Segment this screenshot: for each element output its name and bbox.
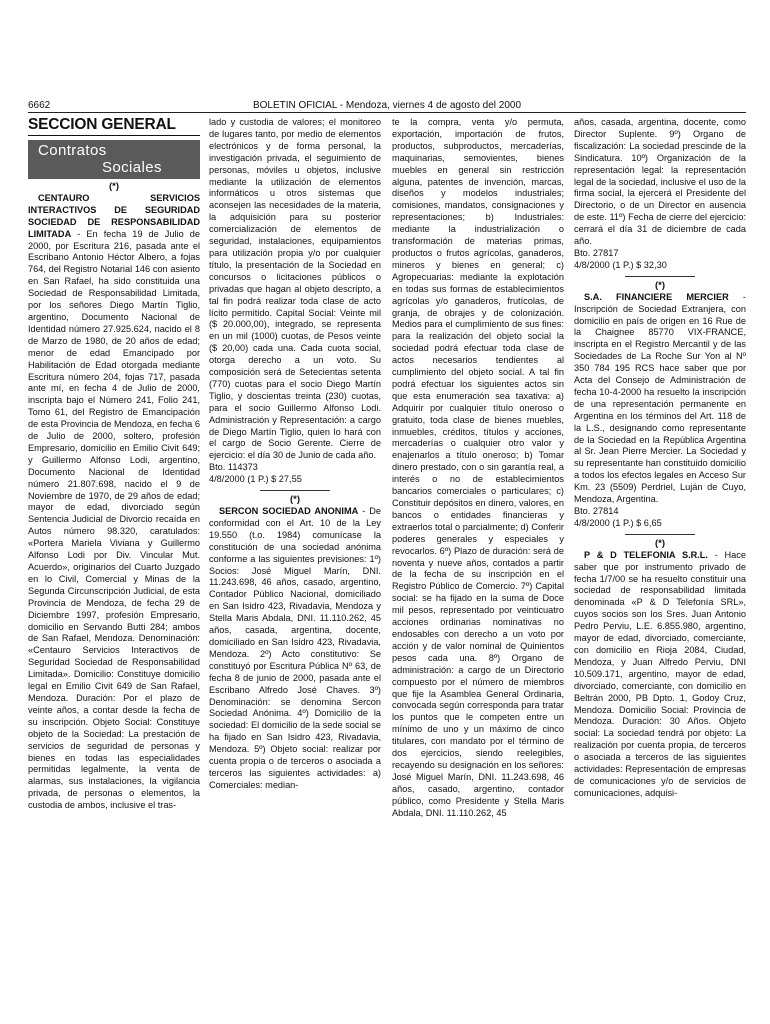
separator [625, 276, 695, 277]
bto-reference: Bto. 27817 [574, 247, 619, 258]
notice-star: (*) [654, 537, 666, 549]
notice-star: (*) [289, 494, 301, 506]
company-name: S.A. FINANCIERE MERCIER [584, 291, 729, 302]
column-1 [28, 117, 200, 812]
band-line-1: Contratos [38, 142, 107, 159]
separator [625, 534, 695, 535]
company-name: CENTAURO SERVICIOS INTERACTIVOS DE SEGURIDAD SOCIEDAD DE RESPONSABILIDAD LIMITADA [28, 192, 200, 239]
band-line-2: Sociales [102, 159, 162, 176]
notice-body: - Hace saber que por instrumento privado de fecha 1/7/00 se ha resuelto constituir una sociedad de responsabilidad limitada denominada «P & D Telefonía SRL», cuyos socios son los Sres. Juan Antonio Pedro Perviu, L.E. 6.855.980, argentino, mayor de edad, divorciado, comerciante, con domicilio en Rioja 2084, Ciudad, Mendoza, y Juan Alfredo Perviu, DNI 10.509.171, argentino, mayor de edad, divorciado, comerciante, con domicilio en Beltrán 2000, PB Dpto. 1, Godoy Cruz, Mendoza. Domicilio Social: Provincia de Mendoza. Duración: 30 Años. Objeto social: La sociedad tendrá por objeto: La realización por cuenta propia, de terceros o asociada a terceros de las siguientes actividades: Representación de empresas de comunicaciones y/o de servicios de comunicaciones, adquisi- [574, 549, 746, 798]
publication-info: 4/8/2000 (1 P.) $ 6,65 [574, 517, 662, 528]
publication-info: 4/8/2000 (1 P.) $ 32,30 [574, 259, 667, 270]
column-2 [209, 117, 381, 792]
notice-financiere-mercier [574, 292, 746, 506]
section-title: SECCION GENERAL [28, 117, 200, 136]
notice-pd-telefonia [574, 550, 746, 800]
section-band [28, 140, 200, 179]
notice-body: te la compra, venta y/o permuta, exportación, importación de frutos, productos, subproductos, mercaderías, maquinarias, semovientes, bienes muebles en general sin restricción alguna, patentes de invención, marcas, diseños y modelos industriales; comisiones, mandatos, consignaciones y representaciones; b) Industriales: mediante la industrialización o transformación de materias primas, productos o frutos agrícolas, ganaderos, mineros y bienes en general; c) Agropecuarias: mediante la explotación en todas sus formas de establecimientos agrícolas y/o ganaderos, frutícolas, de granja, de obrajes y de colonización. Medios para el cumplimiento de sus fines: para la realización del objeto social la sociedad podrá efectuar toda clase de actos necesarios tendientes al cumplimiento del objeto social. A tal fin podrá efectuar los siguientes actos sin que esta enumeración sea taxativa: a) Adquirir por cualquier título oneroso o gratuito, toda clase de bienes muebles, inmuebles, créditos, títulos y acciones, mercaderías o cualquier otro valor y enajenarlos a título oneroso; b) Tomar dinero prestado, con o sin garantía real, a interés o no de establecimientos bancarios comerciales o particulares; c) Constituir depósitos en dinero, valores, en bancos o entidades financieras y extraerlos total o parcialmente; d) Conferir poderes generales y especiales y revocarlos. 6º) Plazo de duración: será de noventa y nueve años, contados a partir de la fecha de su inscripción en el Registro Público de Comercio. 7º) Capital social: se ha fijado en la suma de Doce mil pesos, representado por veinticuatro acciones ordinarias nominativas no endosables con derecho a un voto por acción y de valor nominal de Quinientos pesos cada una. 8º) Organo de administración: a cargo de un Directorio compuesto por el número de miembros que fije la Asamblea General Ordinaria, convocada según corresponda para tratar los puntos que le competen entre un mínimo de uno y un máximo de cinco titulares, con mandato por el término de dos ejercicios, siendo reelegibles, recayendo su designación en los señores: José Miguel Marín, DNI. 11.243.698, 46 años, casado, argentino, contador público, como Presidente y Stella Maris Abdala, DNI. 11.110.262, 45 [392, 117, 564, 818]
company-name: P & D TELEFONIA S.R.L. [584, 549, 708, 560]
page-header [28, 100, 746, 113]
column-4 [574, 117, 746, 800]
separator [260, 490, 330, 491]
notice-sercon [209, 506, 381, 792]
publication-title: BOLETIN OFICIAL - Mendoza, viernes 4 de agosto del 2000 [252, 100, 522, 111]
column-3 [392, 117, 564, 819]
publication-info: 4/8/2000 (1 P.) $ 27,55 [209, 474, 302, 485]
page-number: 6662 [28, 100, 51, 111]
notice-body: - De conformidad con el Art. 10 de la Ley 19.550 (t.o. 1984) comunícase la constitución de una sociedad anónima conforme a las siguientes previsiones: 1º) Socios: José Miguel Marín, DNI. 11.243.698, 46 años, casado, argentino, Contador Público Nacional, domiciliado en San Isidro 423, Rivadavia, Mendoza y Stella Maris Abdala, DNI. 11.110.262, 45 años, casada, argentina, docente, domiciliado en San Isidro 423, Rivadavia, Mendoza. 2º) Acto constitutivo: Se constituyó por Escritura Pública Nº 63, de fecha 8 de junio de 2000, pasada ante el Escribano Alfredo José Chaves. 3º) Denominación: se denomina Sercon Sociedad Anónima. 4º) Domicilio de la sociedad: El domicilio de la sede social se ha fijado en San Isidro 423, Rivadavia, Mendoza. 5º) Objeto social: realizar por cuenta propia o de terceros o asociada a terceros las siguientes actividades: a) Comerciales: median- [209, 506, 381, 790]
notice-body: - Inscripción de Sociedad Extranjera, con domicilio en país de origen en 16 Rue de la Chaignee 85770 VIX-FRANCE, inscripta en el Registro Mercantil y de las Sociedades de La Roche Sur Yon al Nº 350 784 195 RCS hace saber que por Acta del Consejo de Administración de fecha 10-4-2000 ha resuelto la inscripción de una representación permanente en Argentina en los términos del Art. 118 de la L.S., designando como representante de la Sociedad en la República Argentina al Sr. Jean Pierre Mercier. La Sociedad y su representante han constituido domicilio a todos los efectos legales en Acceso Sur Km. 23 (5509) Perdriel, Luján de Cuyo, Mendoza, Argentina. [574, 291, 746, 505]
notice-body: lado y custodia de valores; el monitoreo de lugares tanto, por medio de elementos electrónicos y de forma personal, la investigación privada, el seguimiento de personas, móviles u objetos, inclusive mediante la utilización de elementos informáticos u otros sistemas que aconsejen las necesidades de la materia, la adquisición para su posterior comercialización de elementos de seguridad, instalaciones, equipamientos para utilización propia y/o por cualquier título, la presentación de la Sociedad en concursos o licitaciones públicos o privadas que hagan al objeto descripto, a tal fin podrá realizar toda clase de acto lícito permitido. Capital Social: Veinte mil ($ 20.000,00), integrado, se representa en un mil (1000) cuotas, de Pesos veinte ($ 20,00) cada una. Cada cuota social, otorga derecho a un voto. Su composición será de Setecientas setenta (770) cuotas para el socio Diego Martín Tiglio, y doscientas treinta (230) cuotas, para el socio Guillermo Alfonso Lodi. Administración y Representación: a cargo de Diego Martín Tiglio, quien lo hará con el cargo de Socio Gerente. Cierre de ejercicio: el día 30 de Junio de cada año. [209, 117, 381, 461]
company-name: SERCON SOCIEDAD ANONIMA [219, 506, 359, 516]
notice-body: años, casada, argentina, docente, como Director Suplente. 9º) Organo de fiscalización: La sociedad prescinde de la Sindicatura. 10º) Organización de la representación legal: la representación legal de la sociedad, inclusive el uso de la firma social, la ejercerá el Presidente del Directorio, o de un Director en ausencia de este. 11º) Fecha de cierre del ejercicio: cerrará el día 31 de diciembre de cada año. [574, 117, 746, 247]
notice-star: (*) [654, 279, 666, 291]
notice-centauro [28, 193, 200, 812]
notice-star: (*) [108, 181, 120, 192]
bto-reference: Bto. 114373 [209, 462, 258, 473]
notice-body: - En fecha 19 de Julio de 2000, por Escritura 216, pasada ante el Escribano Antonio Héctor Albero, a fojas 764, del Registro Notarial 146 con asiento en San Rafael, ha sido constituida una Sociedad de Responsabilidad Limitada, por los señores Diego Martín Tiglio, argentino, Documento Nacional de Identidad número 27.925.624, nacido el 8 de Marzo de 1980, de 20 años de edad; menor de edad Emancipado por Habilitación de Edad otorgada mediante Escritura número 204, fojas 717, pasada ante mí, en fecha 4 de Julio de 2000, inscripta bajo el Número 241, Folio 241, Tomo 61, del Registro de Emancipación de esta Provincia de Mendoza, en fecha 6 de Julio de 2000, soltero, profesión Empresario, domicilio en Emilio Civit 649; y Guillermo Alfonso Lodi, argentino, Documento Nacional de Identidad número 21.807.698, nacido el 9 de Noviembre de 1970, de 29 años de edad; mayor de edad, divorciado según Sentencia Judicial de Divorcio recaída en Autos número 98.320, caratulados: «Portera Mariela Viviana y Guillermo Alfonso Lodi por Div. Vincular Mut. Acuerdo», originarios del Cuarto Juzgado en lo Civil, Comercial y Minas de la Segunda Circunscripción Judicial, de esta Provincia de Mendoza, de fecha 29 de Diciembre 1997, profesión Empresario, domicilio en Servando Butti 284; ambos de San Rafael, Mendoza. Denominación: «Centauro Servicios Interactivos de Seguridad Sociedad de Responsabilidad Limitada». Domicilio: Constituye domicilio legal en Emilio Civit 649 de San Rafael, Mendoza. Duración: Por el plazo de veinte años, a contar desde la fecha de su inscripción. Objeto Social: Constituye objeto de la Sociedad: La prestación de servicios de seguridad de personas y bienes en todas las especialidades permitidas legalmente, la venta de alarmas, sus instalaciones, la vigilancia privada, de personas o elementos, la custodia de ambos, inclusive el tras- [28, 228, 200, 811]
bto-reference: Bto. 27814 [574, 506, 619, 516]
